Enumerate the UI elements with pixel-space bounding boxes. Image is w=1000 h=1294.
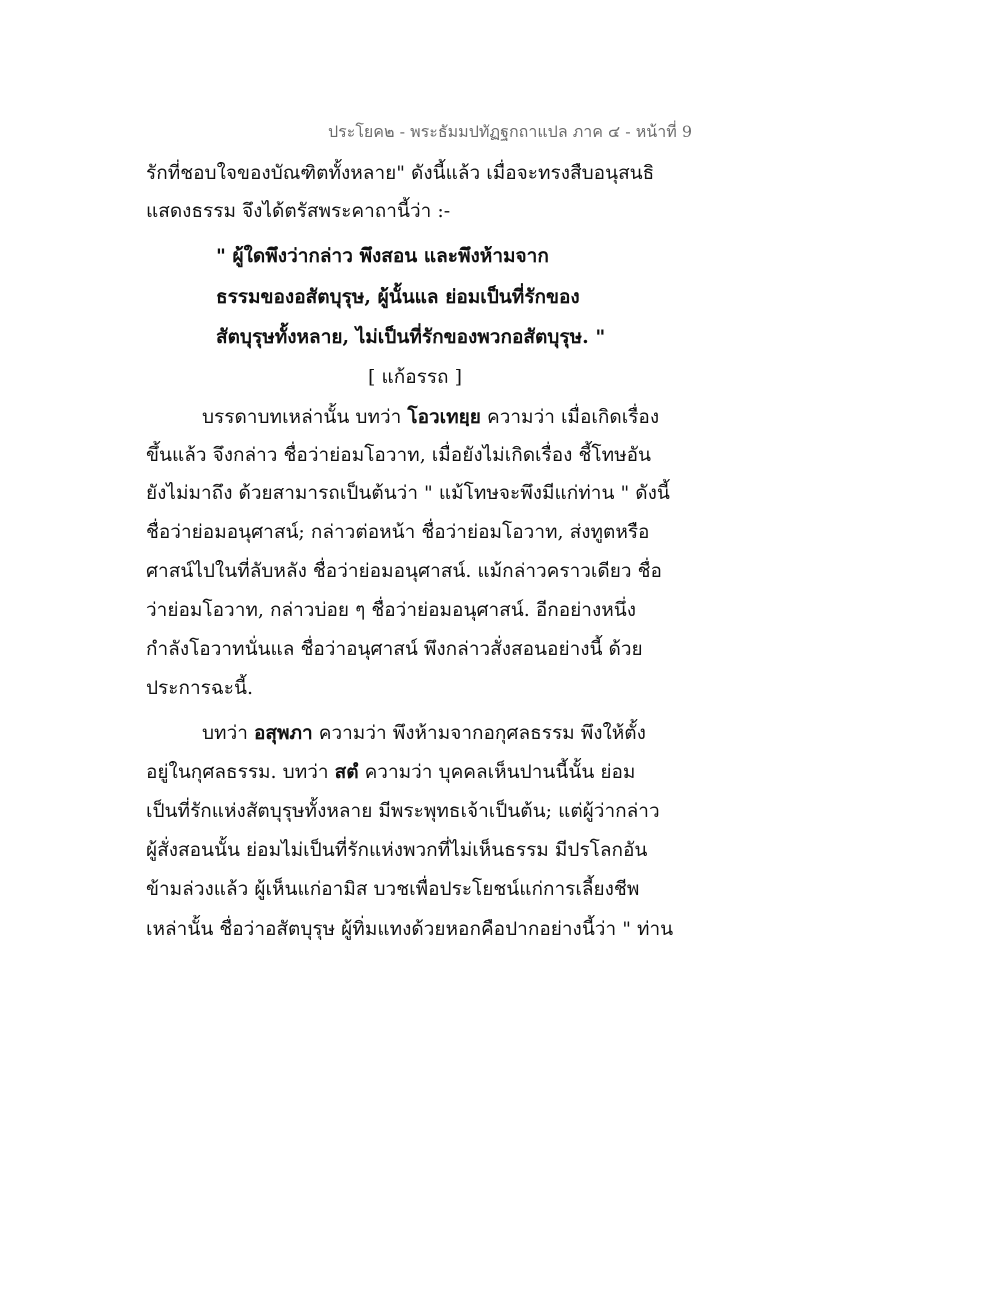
section-heading: [ แก้อรรถ ] [368, 366, 462, 388]
text-segment: ความว่า บุคคลเห็นปานนี้นั้น ย่อม [358, 761, 636, 783]
text-line [202, 720, 646, 746]
text-line: ว่าย่อมโอวาท, กล่าวบ่อย ๆ ชื่อว่าย่อมอนุศาสน์. อีกอย่างหนึ่ง [146, 599, 637, 621]
verse-line: สัตบุรุษทั้งหลาย, ไม่เป็นที่รักของพวกอสัตบุรุษ. " [216, 326, 606, 348]
text-line: ผู้สั่งสอนนั้น ย่อมไม่เป็นที่รักแห่งพวกที่ไม่เห็นธรรม มีปรโลกอัน [146, 839, 648, 861]
text-segment: อยู่ในกุศลธรรม. บทว่า [146, 761, 335, 783]
text-line: ข้ามล่วงแล้ว ผู้เห็นแก่อามิส บวชเพื่อประโยชน์แก่การเลี้ยงชีพ [146, 878, 640, 900]
verse-line: ธรรมของอสัตบุรุษ, ผู้นั้นแล ย่อมเป็นที่รักของ [216, 286, 580, 308]
pali-term: โอวเทยฺย [407, 406, 481, 428]
text-line: รักที่ชอบใจของบัณฑิตทั้งหลาย" ดังนี้แล้ว เมื่อจะทรงสืบอนุสนธิ [146, 162, 655, 184]
page-header: ประโยค๒ - พระธัมมปทัฏฐกถาแปล ภาค ๔ - หน้าที่ 9 [327, 122, 692, 141]
text-line [202, 404, 659, 430]
text-line [146, 759, 635, 785]
text-segment: บทว่า [202, 722, 254, 744]
text-segment: ความว่า พึงห้ามจากอกุศลธรรม พึงให้ตั้ง [312, 722, 646, 744]
text-line: ยังไม่มาถึง ด้วยสามารถเป็นต้นว่า " แม้โทษจะพึงมีแก่ท่าน " ดังนี้ [146, 482, 670, 504]
verse-line: " ผู้ใดพึงว่ากล่าว พึงสอน และพึงห้ามจาก [216, 245, 549, 267]
text-segment: ความว่า เมื่อเกิดเรื่อง [480, 406, 660, 428]
text-line: เหล่านั้น ชื่อว่าอสัตบุรุษ ผู้ทิ่มแทงด้วยหอกคือปากอย่างนี้ว่า " ท่าน [146, 918, 674, 940]
text-line: ศาสน์ไปในที่ลับหลัง ชื่อว่าย่อมอนุศาสน์. แม้กล่าวคราวเดียว ชื่อ [146, 560, 662, 582]
text-line: ประการฉะนี้. [146, 677, 254, 699]
text-line: กำลังโอวาทนั่นแล ชื่อว่าอนุศาสน์ พึงกล่าวสั่งสอนอย่างนี้ ด้วย [146, 638, 643, 660]
text-line: ขึ้นแล้ว จึงกล่าว ชื่อว่าย่อมโอวาท, เมื่อยังไม่เกิดเรื่อง ชี้โทษอัน [146, 444, 652, 466]
text-line: ชื่อว่าย่อมอนุศาสน์; กล่าวต่อหน้า ชื่อว่าย่อมโอวาท, ส่งทูตหรือ [146, 521, 650, 543]
pali-term: อสุพภา [253, 722, 313, 744]
text-line: เป็นที่รักแห่งสัตบุรุษทั้งหลาย มีพระพุทธเจ้าเป็นต้น; แต่ผู้ว่ากล่าว [146, 800, 660, 822]
pali-term: สตํ [334, 761, 359, 783]
text-segment: บรรดาบทเหล่านั้น บทว่า [202, 406, 408, 428]
text-line: แสดงธรรม จึงได้ตรัสพระคาถานี้ว่า :- [146, 200, 451, 222]
